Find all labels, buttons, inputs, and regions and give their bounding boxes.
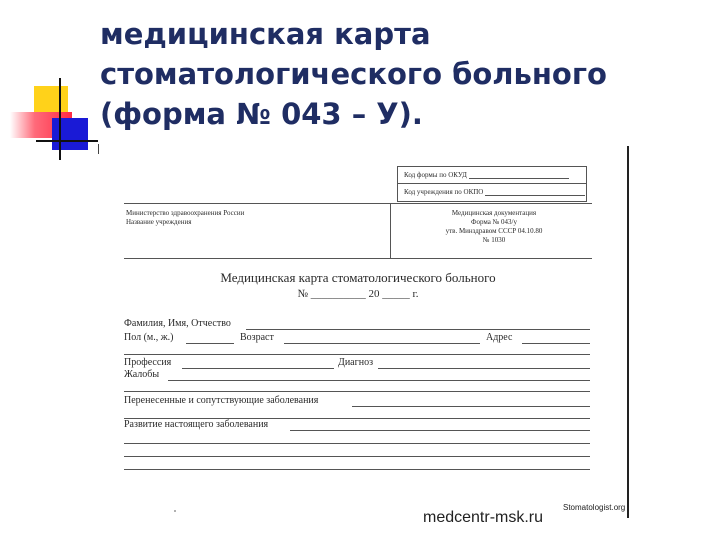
meddoc-line: № 1030 xyxy=(482,236,506,244)
meddoc-line: Медицинская документация xyxy=(451,209,537,217)
okpo-blank xyxy=(485,188,585,196)
decor-horizontal-line xyxy=(36,140,98,142)
scan-page-edge xyxy=(627,146,629,518)
blank-line xyxy=(124,443,590,444)
field-diagnosis-label: Диагноз xyxy=(338,357,374,368)
form-header xyxy=(124,203,592,259)
okud-blank xyxy=(469,171,569,179)
field-complaints-line xyxy=(168,380,590,381)
blank-line xyxy=(124,391,590,392)
form-title: Медицинская карта стоматологического больного xyxy=(220,270,496,285)
decor-blue-square xyxy=(52,118,88,150)
ministry-block xyxy=(126,209,244,227)
code-divider xyxy=(398,183,586,184)
field-complaints-label: Жалобы xyxy=(124,369,160,380)
blank-line xyxy=(124,456,590,457)
field-sex-label: Пол (м., ж.) xyxy=(124,332,174,343)
header-divider xyxy=(390,204,391,258)
institution-line: Название учреждения xyxy=(126,218,192,226)
okpo-label: Код учреждения по ОКПО xyxy=(404,188,484,196)
meddoc-line: утв. Минздравом СССР 04.10.80 xyxy=(445,227,543,235)
field-fio-line xyxy=(246,329,590,330)
blank-line xyxy=(124,354,590,355)
field-profession-line xyxy=(182,368,334,369)
field-age-label: Возраст xyxy=(240,332,274,343)
form-number: № __________ 20 _____ г. xyxy=(297,288,419,300)
field-profession-label: Профессия xyxy=(124,357,172,368)
watermark-brand: Stomatologist.org xyxy=(563,503,626,512)
decor-vertical-line xyxy=(59,78,61,160)
field-age-line xyxy=(284,343,480,344)
meddoc-line: Форма № 043/у xyxy=(470,218,518,226)
slide-title-line: (форма № 043 – У). xyxy=(100,97,423,131)
field-address-line xyxy=(522,343,590,344)
meddoc-block xyxy=(396,209,592,245)
field-development-label: Развитие настоящего заболевания xyxy=(124,419,269,430)
slide-title xyxy=(100,14,660,134)
field-past-diseases-line xyxy=(352,406,590,407)
field-diagnosis-line xyxy=(378,368,590,369)
okud-label: Код формы по ОКУД xyxy=(404,171,467,179)
field-fio-label: Фамилия, Имя, Отчество xyxy=(124,318,231,329)
scan-page-edge-left xyxy=(98,144,99,154)
ministry-line: Министерство здравоохранения России xyxy=(126,209,245,217)
field-development-line xyxy=(290,430,590,431)
blank-line xyxy=(124,469,590,470)
slide-title-line: стоматологического больного xyxy=(100,57,607,91)
slide-title-line: медицинская карта xyxy=(100,17,431,51)
field-past-diseases-label: Перенесенные и сопутствующие заболевания xyxy=(124,395,319,406)
watermark-site: medcentr-msk.ru xyxy=(423,509,544,526)
field-address-label: Адрес xyxy=(486,332,513,343)
field-sex-line xyxy=(186,343,234,344)
scan-speck xyxy=(174,510,176,512)
form-code-box xyxy=(397,166,587,202)
